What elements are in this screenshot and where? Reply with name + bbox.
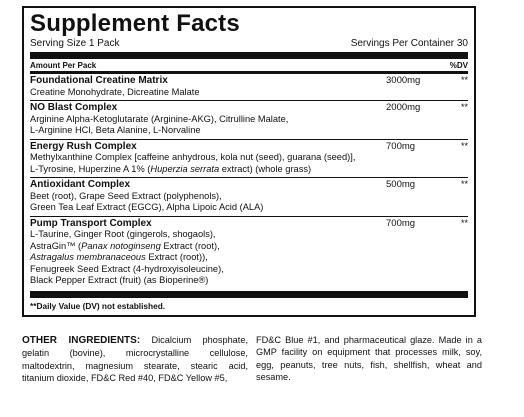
serving-row: [30, 38, 468, 50]
blend-dv: **: [460, 75, 468, 85]
blend-name: Energy Rush Complex: [30, 140, 137, 152]
amount-per-pack: Amount Per Pack: [30, 61, 97, 70]
blend-name: Foundational Creatine Matrix: [30, 75, 168, 86]
blend-ingredients: Creatine Monohydrate, Dicreatine Malate: [30, 86, 200, 97]
blend-ingredients: Arginine Alpha-Ketoglutarate (Arginine-AKG), Citrulline Malate,: [30, 113, 289, 124]
blend-name: NO Blast Complex: [30, 102, 118, 113]
divider-bottom: [30, 291, 468, 298]
blend-amount: 700mg: [386, 140, 416, 152]
blend-amount: 700mg: [386, 217, 416, 229]
ingredients-text-2: FD&C Blue #1, and pharmaceutical glaze. Made in a GMP facility on equipment that processes milk, soy, egg, peanuts, tree nuts, fish, shellfish, wheat and sesame.: [256, 335, 482, 383]
ingredients-column-1: [22, 334, 248, 385]
blend-amount: 3000mg: [386, 75, 421, 86]
blend-ingredients: Methylxanthine Complex [caffeine anhydrous, kola nut (seed), guarana (seed)],: [30, 152, 356, 162]
blend-dv: **: [460, 102, 468, 112]
ingredients-column-2: [256, 334, 482, 385]
blend-name: Pump Transport Complex: [30, 217, 152, 229]
divider-thick: [30, 52, 468, 59]
ingredients-label: OTHER INGREDIENTS:: [22, 335, 141, 346]
blend-amount: 2000mg: [386, 102, 421, 113]
blend-ingredients: AstraGin™ (Panax notoginseng Extract (root),: [30, 240, 220, 251]
blend-ingredients: L-Tyrosine, Huperzine A 1% (Huperzia serrata extract) (whole grass): [30, 163, 312, 174]
supplement-facts-panel: [22, 6, 476, 317]
blend-ingredients: Beet (root), Grape Seed Extract (polyphenols),: [30, 190, 222, 201]
blend-energy-rush: [30, 140, 468, 179]
blend-ingredients: Astragalus membranaceous Extract (root)),: [30, 252, 208, 262]
servings-per-container: Servings Per Container 30: [350, 38, 468, 49]
dv-header: %DV: [449, 61, 468, 70]
blend-ingredients: Black Pepper Extract (fruit) (as Bioperine®): [30, 275, 209, 285]
dv-footnote: **Daily Value (DV) not established.: [30, 301, 166, 311]
ingredients-text-1: Dicalcium phosphate, gelatin (bovine), microcrystalline cellulose, maltodextrin, magnesium stearate, stearic acid, titanium dioxide, FD&C Red #40, FD&C Yellow #5,: [22, 335, 249, 384]
blend-foundational-creatine: [30, 74, 468, 101]
amount-header-row: [30, 59, 468, 71]
blend-ingredients: L-Arginine HCl, Beta Alanine, L-Norvaline: [30, 125, 201, 135]
blend-name: Antioxidant Complex: [30, 179, 131, 190]
panel-title: Supplement Facts: [30, 10, 240, 37]
blend-dv: **: [460, 217, 468, 228]
blend-dv: **: [460, 140, 468, 151]
blend-antioxidant: [30, 178, 468, 217]
blend-ingredients: Fenugreek Seed Extract (4-hydroxyisoleucine),: [30, 263, 224, 274]
blend-amount: 500mg: [386, 179, 416, 190]
blend-ingredients: L-Taurine, Ginger Root (gingerols, shogaols),: [30, 229, 216, 239]
other-ingredients: [22, 334, 482, 385]
blend-dv: **: [460, 179, 468, 189]
serving-size: Serving Size 1 Pack: [30, 38, 120, 49]
blend-ingredients: Green Tea Leaf Extract (EGCG), Alpha Lipoic Acid (ALA): [30, 202, 264, 212]
blend-no-blast: [30, 101, 468, 140]
blend-pump-transport: [30, 217, 468, 289]
